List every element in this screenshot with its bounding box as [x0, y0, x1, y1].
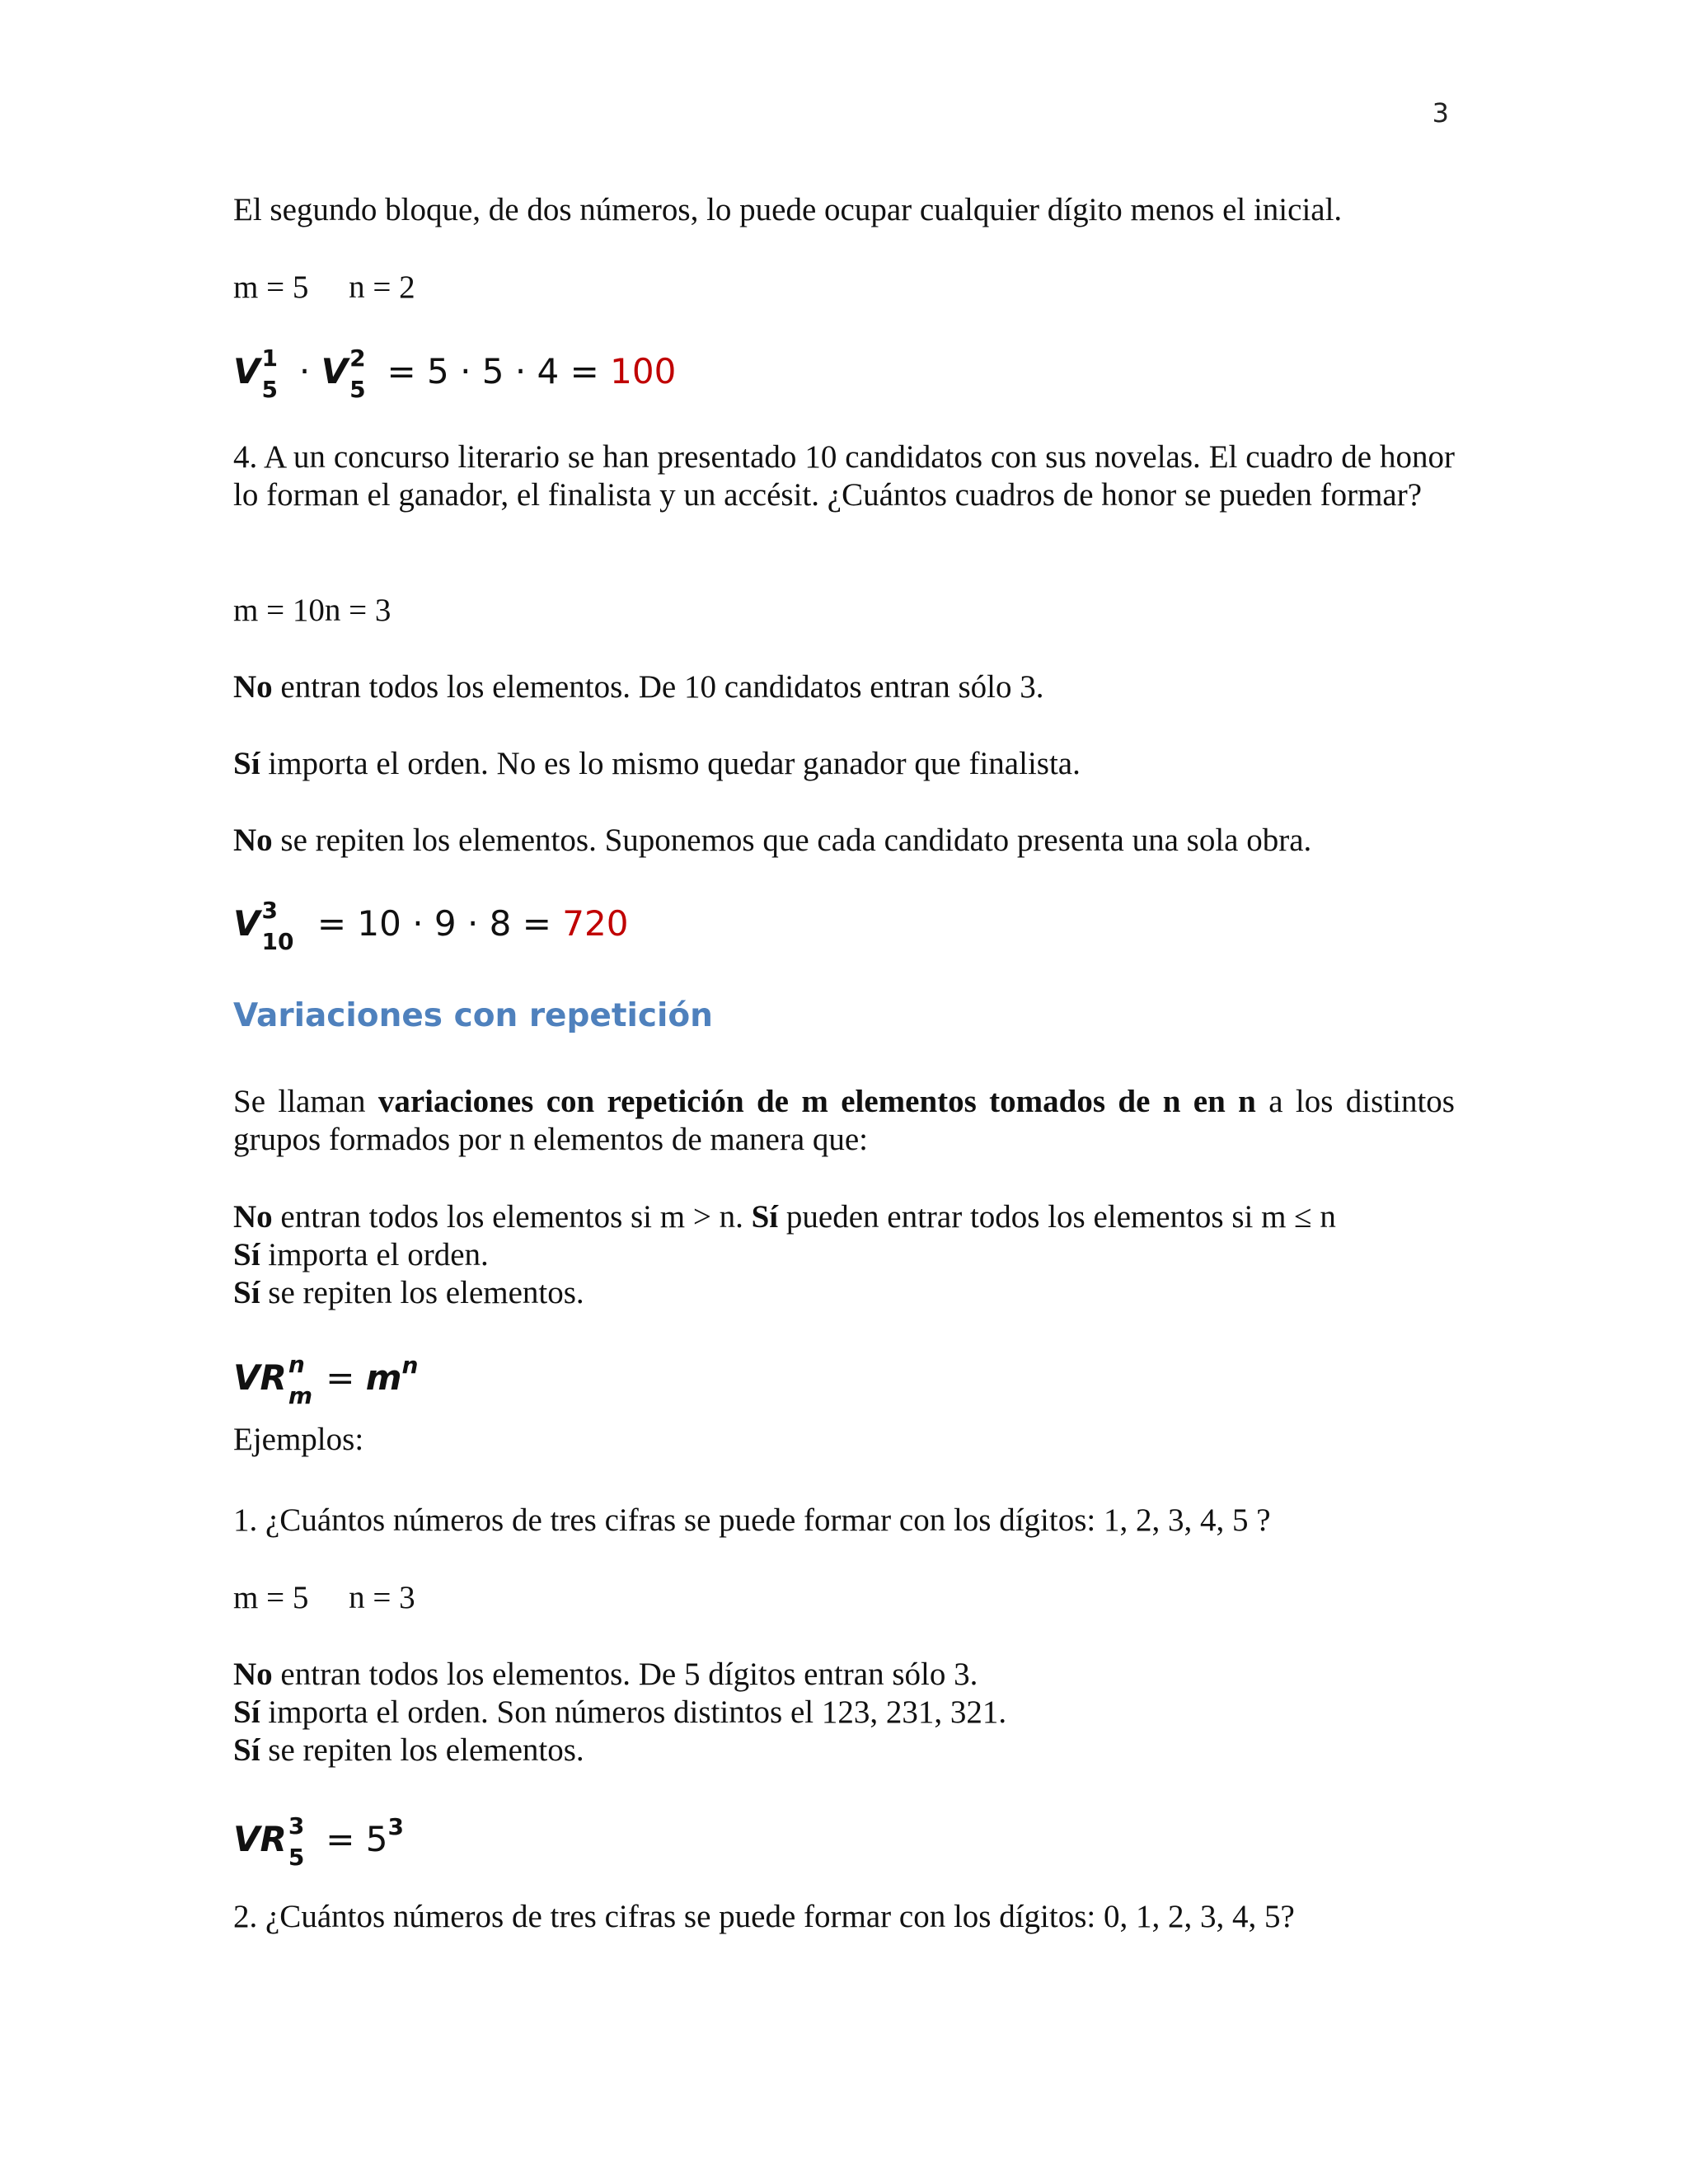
rule-repetition — [233, 1274, 1455, 1312]
formula-subscript: 5 — [288, 1844, 305, 1871]
bold-label: No — [233, 823, 273, 858]
rule-no-repetition — [233, 822, 1455, 860]
bold-label: No — [233, 1657, 273, 1692]
formula-subscript: 5 — [349, 376, 366, 403]
formula-v-10-3 — [233, 897, 629, 955]
rule-text: se repiten los elementos. — [260, 1275, 584, 1310]
formula-superscript: 1 — [261, 344, 278, 372]
paragraph-second-block: El segundo bloque, de dos números, lo puede ocupar cualquier dígito menos el inicial. — [233, 192, 1343, 227]
formula-superscript: n — [288, 1351, 305, 1378]
formula-result: 720 — [562, 903, 629, 944]
section-heading: Variaciones con repetición — [233, 997, 713, 1034]
bold-label: Sí — [233, 746, 260, 781]
rule-not-all-elements — [233, 1656, 1455, 1694]
formula-symbol: V — [321, 351, 349, 391]
definition-term: variaciones con repetición de m elementos tomados de n en n — [377, 1084, 1256, 1119]
bold-label: No — [233, 1199, 273, 1235]
values-m-n-example-1: m = 5 n = 3 — [233, 1580, 415, 1615]
formula-superscript: 2 — [349, 344, 366, 372]
formula-expression: = — [314, 1357, 366, 1398]
bold-label: No — [233, 669, 273, 705]
rule-text: importa el orden. — [260, 1237, 489, 1272]
rule-text: importa el orden. Son números distintos el 123, 231, 321. — [260, 1694, 1007, 1730]
rule-order-matters — [233, 1694, 1455, 1732]
bold-label: Sí — [233, 1732, 260, 1768]
page-number: 3 — [1432, 97, 1449, 129]
rule-repetition — [233, 1732, 1455, 1769]
formula-dot: · — [298, 351, 311, 391]
example-1-question: 1. ¿Cuántos números de tres cifras se puede formar con los dígitos: 1, 2, 3, 4, 5 ? — [233, 1502, 1271, 1538]
bold-label: Sí — [233, 1275, 260, 1310]
formula-variations-product — [233, 344, 677, 403]
formula-expression: = — [314, 1819, 366, 1859]
rule-text: se repiten los elementos. Suponemos que cada candidato presenta una sola obra. — [272, 823, 1312, 858]
formula-superscript: 3 — [288, 1812, 305, 1840]
values-m-n: m = 5 n = 2 — [233, 269, 415, 305]
formula-exponent: n — [401, 1352, 419, 1379]
formula-symbol: VR — [233, 1819, 287, 1859]
formula-symbol: V — [233, 351, 260, 391]
rule-text: entran todos los elementos. De 10 candidatos entran sólo 3. — [272, 669, 1044, 705]
rule-order-matters — [233, 745, 1455, 783]
rule-text: importa el orden. No es lo mismo quedar ganador que finalista. — [260, 746, 1081, 781]
rule-elements-entry — [233, 1198, 1455, 1236]
rule-text: entran todos los elementos si m > n. — [272, 1199, 752, 1235]
examples-label: Ejemplos: — [233, 1422, 364, 1457]
example-2-question: 2. ¿Cuántos números de tres cifras se puede formar con los dígitos: 0, 1, 2, 3, 4, 5? — [233, 1899, 1295, 1934]
rule-order-matters — [233, 1236, 1455, 1274]
formula-result: 100 — [610, 351, 677, 391]
formula-subscript: m — [288, 1382, 313, 1409]
rule-text: se repiten los elementos. — [260, 1732, 584, 1768]
bold-label: Sí — [233, 1237, 260, 1272]
formula-subscript: 5 — [261, 376, 278, 403]
rule-text: entran todos los elementos. De 5 dígitos entran sólo 3. — [272, 1657, 978, 1692]
formula-subscript: 10 — [261, 928, 294, 955]
formula-superscript: 3 — [261, 897, 278, 924]
rule-not-all-elements — [233, 668, 1455, 706]
bold-label: Sí — [233, 1694, 260, 1730]
values-m-n-example-4: m = 10n = 3 — [233, 593, 392, 628]
example-4-question: 4. A un concurso literario se han presentado 10 candidatos con sus novelas. El cuadro de honor lo forman el ganador, el finalista y un accésit. ¿Cuántos cuadros de honor se pueden formar? — [233, 439, 1455, 513]
formula-symbol: V — [233, 903, 260, 944]
formula-exponent: 3 — [387, 1813, 404, 1840]
formula-expression: = 5 · 5 · 4 = — [376, 351, 611, 391]
formula-base: m — [365, 1357, 402, 1398]
definition-text: a los distintos grupos formados por n elementos de manera que: — [233, 1084, 1455, 1157]
formula-expression: = 10 · 9 · 8 = — [306, 903, 563, 944]
rule-text: pueden entrar todos los elementos si m ≤ n — [778, 1199, 1336, 1235]
formula-vr-general — [233, 1351, 419, 1409]
formula-symbol: VR — [233, 1357, 287, 1398]
formula-base: 5 — [365, 1819, 388, 1859]
definition-text: Se llaman — [233, 1084, 378, 1119]
definition-paragraph — [233, 1083, 1455, 1159]
bold-label: Sí — [751, 1199, 779, 1235]
formula-vr-5-3 — [233, 1812, 404, 1871]
